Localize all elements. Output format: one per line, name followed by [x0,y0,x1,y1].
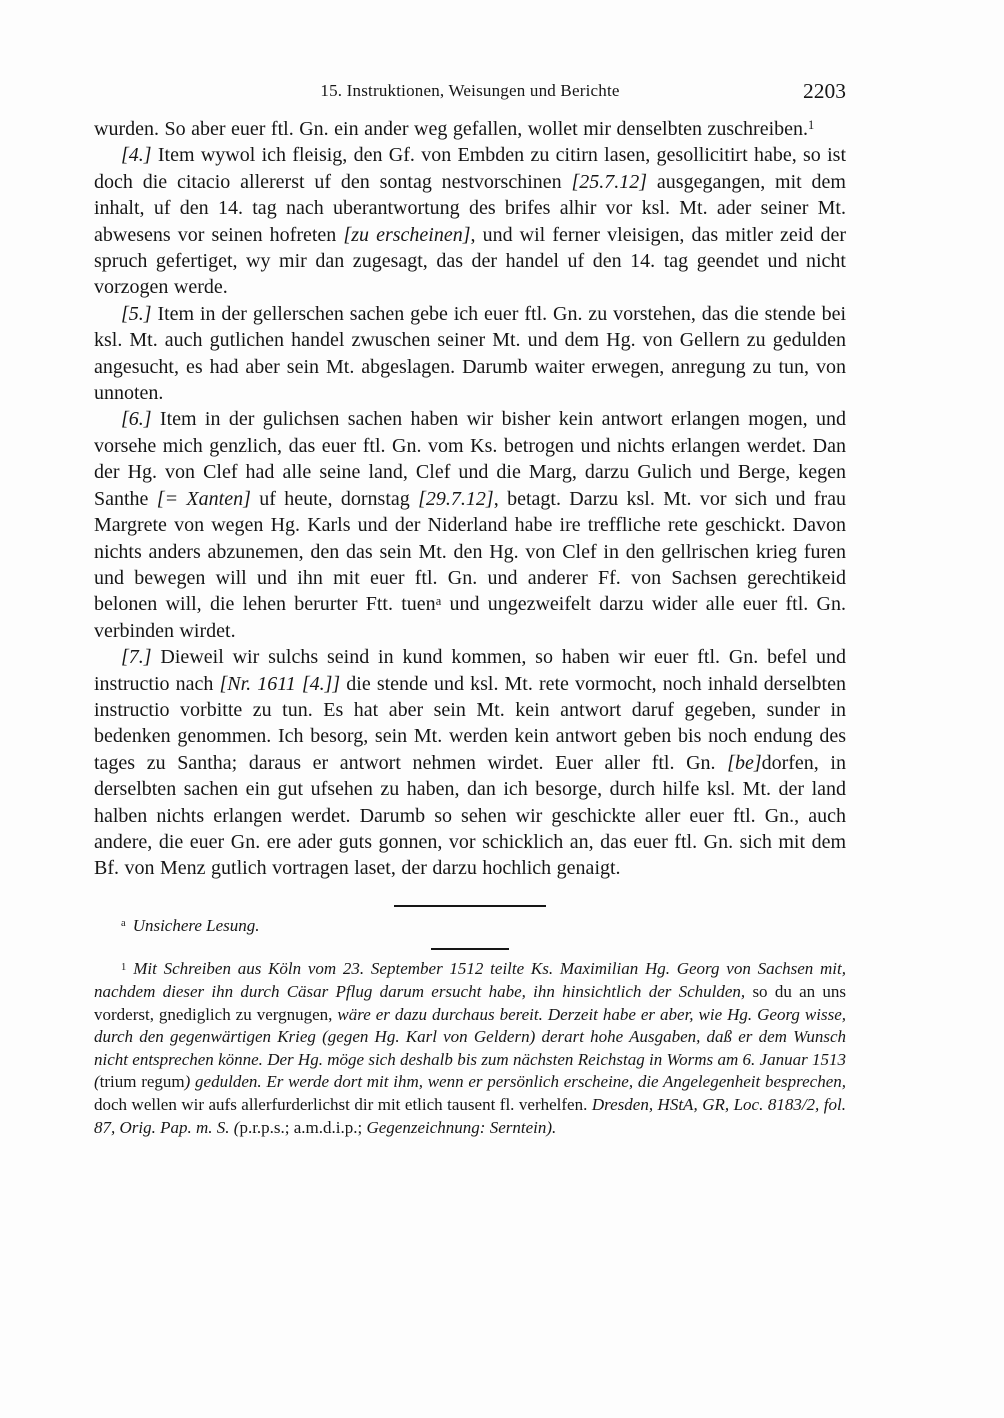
italic-run: [4.] [121,144,152,167]
text-run: Dieweil wir sulchs seind in kund kommen, so haben wir euer ftl. Gn. befel und instructio nach [94,646,846,695]
italic-run: ) gedulden. Er werde dort mit ihm, wenn er persönlich erscheine, die Angelegenheit besprechen, [184,1072,846,1092]
body-paragraph [94,142,846,300]
italic-run: [7.] [121,646,152,669]
italic-run: [5.] [121,302,152,325]
text-run: , und wil ferner vleisigen, das mitler zeid der spruch gefertiget, wy mir dan zugesagt, das der handel uf den 14. tag geendet und nicht vorzogen werde. [94,223,846,299]
italic-run: [= Xanten] [156,487,251,510]
italic-run: wäre er dazu durchaus bereit. Derzeit habe er aber, wie Hg. Georg wisse, durch den gegenwärtigen Krieg (gegen Hg. Karl von Geldern) derart hohe Ausgaben, daß er dem Wunsch nicht entsprechen könne. Der Hg. möge sich deshalb bis zum nächsten Reichstag in Worms am 6. Januar 1513 ( [94,1004,846,1092]
text-run: trium regum [99,1072,185,1092]
text-run: doch wellen wir aufs allerfurderlichst dir mit etlich tausent fl. verhelfen. [94,1094,588,1114]
text-run: Item wywol ich fleisig, den Gf. von Embden zu citirn lasen, gesollicitirt habe, so ist doch die citacio allererst uf den sontag nestvorschinen [94,144,846,193]
text-run: so du an uns vorderst, gnediglich zu vergnugen, [94,981,846,1024]
italic-run: [25.7.12] [571,170,648,193]
superscript-marker: a [435,593,442,608]
footnote-separator-rule [431,948,509,950]
running-header [94,78,846,104]
body-paragraph [94,301,846,407]
chapter-header-title: 15. Instruktionen, Weisungen und Berichte [320,81,620,100]
italic-run: Mit Schreiben aus Köln vom 23. September 1512 teilte Ks. Maximilian Hg. Georg von Sachsen mit, nachdem dieser ihn durch Cäsar Pflug darum ersucht habe, ihn hinsichtlich der Schulden, [94,959,846,1001]
italic-run: Dresden, HStA, GR, Loc. 8183/2, fol. 87, Orig. Pap. m. S. ( [94,1094,846,1137]
body-paragraph [94,644,846,882]
text-run: ausgegangen, mit dem inhalt, uf den 14. tag nach uberantwortung des brifes alhir vor ksl. Mt. ader seiner Mt. abwesens vor seinen hofreten [94,170,846,246]
page-number: 2203 [803,79,846,103]
footnote-marker: 1 [121,961,127,973]
text-run: wurden. So aber euer ftl. Gn. ein ander weg gefallen, wollet mir denselbten zuschreiben. [94,118,809,140]
italic-run: Gegenzeichnung: Serntein). [362,1117,557,1137]
italic-run: Unsichere Lesung. [132,915,260,935]
footnote-1 [94,958,846,1139]
text-run: p.r.p.s.; a.m.d.i.p.; [239,1117,363,1137]
body-paragraph [94,406,846,644]
text-run: dorfen, in derselbten sachen ein gut ufsehen zu haben, dan ich besorge, durch hilfe ksl. Mt. der land halben nichts erlangen werdet. Darumb so sehen wir geschickte aller euer ftl. Gn., auch andere, die euer Gn. ere ader guts gonnen, vor schicklich an, das euer ftl. Gn. sich mit dem Bf. von Menz gutlich vortragen laset, der darzu hochlich genaigt. [94,751,846,880]
body-paragraph [94,116,846,142]
text-run: und ungezweifelt darzu wider alle euer ftl. Gn. verbinden wirdet. [94,593,846,642]
text-run: Item in der gulichsen sachen haben wir bisher kein antwort erlangen mogen, und vorsehe mich genzlich, das euer ftl. Gn. vom Ks. betrogen und nichts erlangen werdet. Dan der Hg. von Clef had alle seine land, Clef und die Marg, darzu Gulich und Berge, kegen Santhe [94,408,846,510]
superscript-marker: 1 [808,118,815,133]
text-run: Item in der gellerschen sachen gebe ich euer ftl. Gn. zu vorstehen, das die stende bei ksl. Mt. auch gutlichen handel zwuschen seiner Mt. und dem Hg. von Gellern zu gedulden angesucht, es had aber sein Mt. abgeslagen. Darumb waiter erwegen, anregung zu tun, von unnoten. [94,302,846,405]
text-run: uf heute, dornstag [250,487,419,510]
footnote-text [94,959,846,1136]
italic-run: [be] [727,751,762,774]
text-run: , betagt. Darzu ksl. Mt. vor sich und frau Margrete von wegen Hg. Karls und der Niderland habe ire treffliche rete geschickt. Davon nichts anders abzunemen, den das sein Mt. den Hg. von Clef in den gellrischen krieg furen und bewegen will und ihn mit euer ftl. Gn. und anderer Ff. von Sachsen gerechtikeid belonen will, die lehen berurter Ftt. tuen [94,487,847,616]
italic-run: [29.7.12] [418,487,494,510]
apparatus-note-marker: a [121,918,126,930]
apparatus-separator-rule [394,905,546,907]
body-text [94,116,846,882]
italic-run: [Nr. 1611 [4.]] [219,672,341,695]
italic-run: [6.] [121,408,152,431]
apparatus-note-a [94,915,846,938]
text-run: die stende und ksl. Mt. rete vormocht, noch inhald derselbten instructio vorbitte zu tun. Es hat aber sein Mt. kein antwort daruf gegeben, sunder in bedenken genommen. Ich besorg, sein Mt. werden kein antwort geben bis noch endung des tages zu Santha; daraus er antwort nehmen wirdet. Euer aller ftl. Gn. [94,672,846,774]
italic-run: [zu erscheinen] [343,223,471,246]
apparatus-note-text [133,916,260,935]
